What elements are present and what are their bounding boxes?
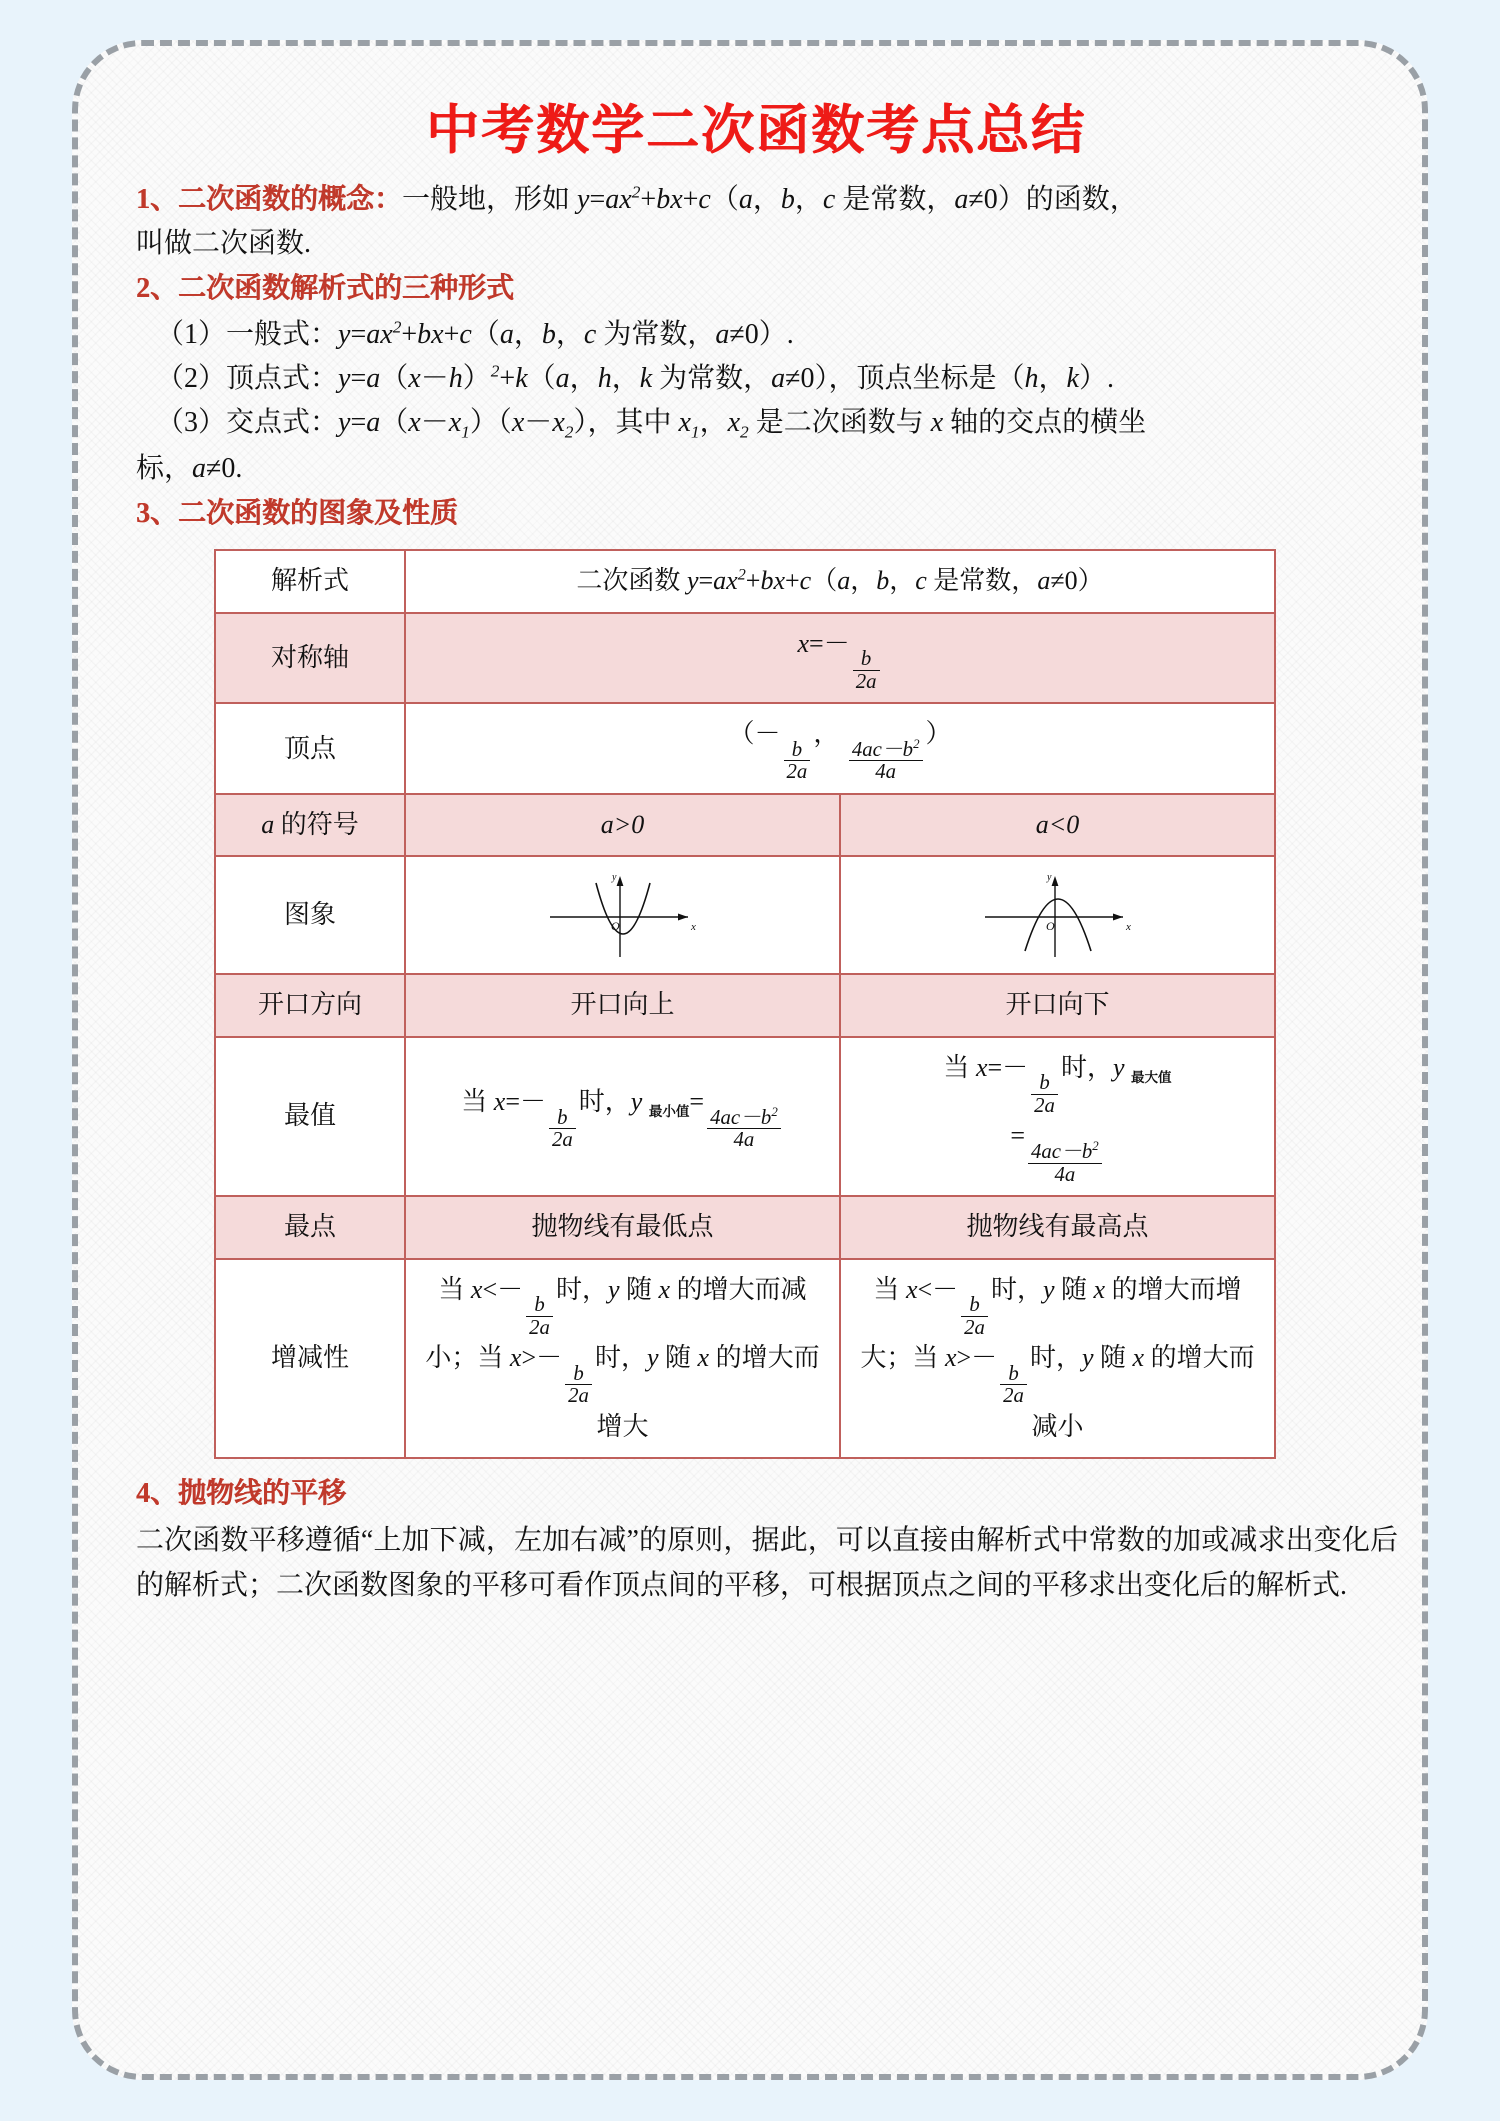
row-label-extremum: 最值	[215, 1037, 405, 1197]
svg-text:y: y	[611, 872, 616, 884]
section-1-heading: 1、二次函数的概念：	[136, 184, 403, 215]
row-value-opening-left: 开口向上	[405, 974, 840, 1036]
svg-text:O: O	[1045, 919, 1055, 934]
parabola-down-graph-cell	[840, 856, 1275, 974]
row-value-extreme-point-right: 抛物线有最高点	[840, 1196, 1275, 1258]
section-4-heading: 4、抛物线的平移	[136, 1478, 347, 1510]
table-row-opening	[215, 974, 1275, 1036]
section-2-item-2: （2）顶点式：$y=a(x-h)^2+k(a$，h，k 为常数，a≠0），顶点坐标是（h，k）.	[156, 361, 1114, 395]
section-1-inline: 一般地，形如 $y=ax^2+bx+c(a$，b，c 是常数，a≠0）的函数，	[402, 182, 1138, 215]
row-label-axis: 对称轴	[215, 613, 405, 704]
table-row-axis	[215, 613, 1275, 704]
row-label-extreme-point: 最点	[215, 1196, 405, 1258]
table-row-graph	[215, 856, 1275, 974]
svg-text:x: x	[1125, 921, 1131, 934]
section-1-line2: 叫做二次函数.	[136, 228, 312, 260]
row-label-graph: 图象	[215, 856, 405, 974]
row-value-vertex: （－ $\frac{b}{2a}$ ， $\frac{4ac-b^2}{4a}$ ）	[405, 703, 1275, 794]
row-value-extreme-point-left: 抛物线有最低点	[405, 1196, 840, 1258]
section-2-heading: 2、二次函数解析式的三种形式	[136, 273, 515, 305]
row-label-sign-of-a: a 的符号	[215, 794, 405, 856]
parabola-up-graph-cell	[405, 856, 840, 974]
page-frame	[72, 40, 1428, 2080]
table-row-extreme-point	[215, 1196, 1275, 1258]
row-value-monotonicity-right: 当 x<－ $\frac{b}{2a}$ 时，y 随 x 的增大而增大；当 x>－ $\frac{b}{2a}$ 时，y 随 x 的增大而减小	[840, 1259, 1275, 1459]
page-title: 中考数学二次函数考点总结	[426, 102, 1086, 160]
row-label-monotonicity: 增减性	[215, 1259, 405, 1459]
svg-text:x: x	[690, 921, 696, 934]
row-label-analytic: 解析式	[215, 550, 405, 612]
row-value-analytic: 二次函数 $y=ax^2+bx+c(a$，b，c 是常数，a≠0）	[405, 550, 1275, 612]
row-value-extremum-left: 当 x=－ $\frac{b}{2a}$ 时，y $_{最小值}$= $\frac{4ac-b^2}{4a}$	[405, 1037, 840, 1197]
row-value-sign-of-a-left: a>0	[405, 794, 840, 856]
row-value-opening-right: 开口向下	[840, 974, 1275, 1036]
row-value-axis: x=－ $\frac{b}{2a}$	[405, 613, 1275, 704]
section-2-item-1: （1）一般式：$y=ax^2+bx+c(a$，b，c 为常数，a≠0）.	[156, 317, 794, 351]
svg-text:y: y	[1046, 872, 1051, 884]
table-row-monotonicity	[215, 1259, 1275, 1459]
section-2-item-3: （3）交点式：$y=a(x-x_1)(x-x_2)$，其中 $x_1$，$x_2$ 是二次函数与 x 轴的交点的横坐	[156, 407, 1147, 443]
section-3-heading: 3、二次函数的图象及性质	[136, 497, 459, 529]
section-4-paragraph: 二次函数平移遵循“上加下减，左加右减”的原则，据此，可以直接由解析式中常数的加或减求出变化后的解析式；二次函数图象的平移可看作顶点间的平移，可根据顶点之间的平移求出变化后的解析式.	[136, 1524, 1398, 1602]
parabola-down-icon	[963, 867, 1153, 963]
table-row-sign-of-a	[215, 794, 1275, 856]
row-label-vertex: 顶点	[215, 703, 405, 794]
document-sheet	[114, 72, 1398, 2052]
row-value-monotonicity-left: 当 x<－ $\frac{b}{2a}$ 时，y 随 x 的增大而减小；当 x>－ $\frac{b}{2a}$ 时，y 随 x 的增大而增大	[405, 1259, 840, 1459]
table-row-analytic	[215, 550, 1275, 612]
table-row-extremum	[215, 1037, 1275, 1197]
svg-text:O: O	[610, 919, 620, 934]
row-label-opening: 开口方向	[215, 974, 405, 1036]
properties-table	[214, 549, 1276, 1459]
row-value-sign-of-a-right: a<0	[840, 794, 1275, 856]
parabola-up-icon	[528, 867, 718, 963]
table-row-vertex	[215, 703, 1275, 794]
section-2-item-3-cont: 标，a≠0.	[136, 452, 243, 484]
section-1-line1	[136, 178, 1398, 222]
row-value-extremum-right: 当 x=－ $\frac{b}{2a}$ 时，y $_{最大值}$ = $\frac{4ac-b^2}{4a}$	[840, 1037, 1275, 1197]
